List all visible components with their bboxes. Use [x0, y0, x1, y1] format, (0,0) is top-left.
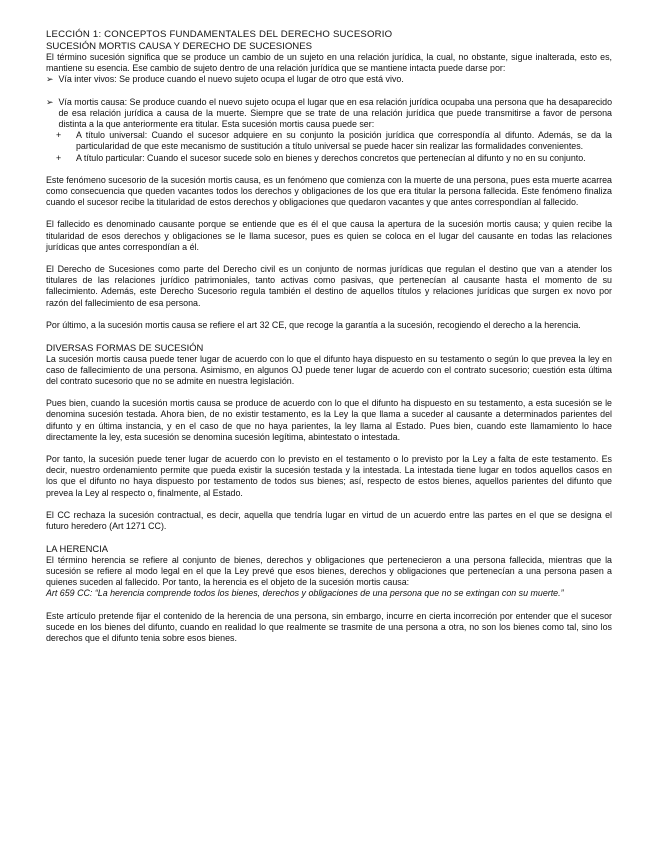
section-heading-herencia: LA HERENCIA [46, 543, 108, 555]
paragraph-art-32: Por último, a la sucesión mortis causa se refiere el art 32 CE, que recoge la garantía a la sucesión, recogiendo el derecho a la herencia. [46, 319, 581, 330]
titulo-particular-text: A título particular: Cuando el sucesor sucede solo en bienes y derechos concretos que pertenecían al difunto y no en su conjunto. [76, 152, 586, 163]
section-heading-sucesion: SUCESIÓN MORTIS CAUSA Y DERECHO DE SUCESIONES [46, 40, 313, 52]
paragraph-articulo: Este artículo pretende fijar el contenido de la herencia de una persona, sin embargo, incurre en cierta incorreción por entender que el sucesor sucede en los bienes del difunto, cuando en realidad lo que realmente se trasmite de una persona a otra, no son los bienes como tal, sino los derechos que el difunto tenia sobre esos bienes. [46, 610, 612, 643]
list-item-mortis-causa [46, 97, 612, 131]
plus-bullet-icon: + [56, 130, 62, 141]
paragraph-formas: La sucesión mortis causa puede tener lugar de acuerdo con lo que el difunto haya dispuesto en su testamento o según lo que prevea la ley en caso de fallecimiento de una persona. Asimismo, en algunos OJ puede tener lugar de acuerdo con el contrato sucesorio; cuestión esta última del contrato sucesorio que no se admite en nuestra legislación. [46, 353, 612, 386]
paragraph-herencia: El término herencia se refiere al conjunto de bienes, derechos y obligaciones que pertenecieron a una persona fallecida, mientras que la sucesión se refiere al modo legal en el que la Ley prevé que esos bienes, derechos y obligaciones que pertenecían a una persona pasen a quienes suceden al fallecido. Por tanto, la herencia es el objeto de la sucesión mortis causa: [46, 554, 612, 588]
mortis-causa-types-list [46, 130, 612, 164]
list-item-titulo-universal [56, 130, 612, 152]
lesson-title: LECCIÓN 1: CONCEPTOS FUNDAMENTALES DEL DERECHO SUCESORIO [46, 29, 393, 40]
arrow-bullet-icon: ➢ [46, 96, 54, 107]
mortis-causa-text: Vía mortis causa: Se produce cuando el nuevo sujeto ocupa el lugar que en esa relación jurídica ocupaba una persona que ha desaparecido de esa relación jurídica a causa de la muerte. Siempre que se trate de una relación jurídica que puede transmitirse a favor de persona distinta a la que anteriormente era titular. Esta sucesión mortis causa puede ser: [58, 96, 612, 130]
list-item-inter-vivos [46, 74, 612, 85]
plus-bullet-icon: + [56, 152, 62, 163]
inter-vivos-text: Vía inter vivos: Se produce cuando el nuevo sujeto ocupa el lugar de otro que está vivo. [58, 74, 404, 85]
paragraph-sucesion-testada: Pues bien, cuando la sucesión mortis causa se produce de acuerdo con lo que el difunto ha dispuesto en su testamento, a esta sucesión se le denomina sucesión testada. Ahora bien, de no existir testamento, es la Ley la que llama a suceder al causante a determinados parientes del difunto y en última instancia, y en el caso de que no haya parientes, la ley llama al Estado. Pues bien, cuando este llamamiento lo hace directamente la ley, esta sucesión se denomina sucesión legítima, abintestato o intestada. [46, 398, 612, 442]
intro-paragraph: El término sucesión significa que se produce un cambio de un sujeto en una relación jurídica, la cual, no obstante, sigue inalterada, esto es, mantiene su esencia. Ese cambio de sujeto dentro de una relación jurídica que se mantiene intacta puede darse por: [46, 52, 612, 74]
paragraph-causante: El fallecido es denominado causante porque se entiende que es él el que causa la apertura de la sucesión mortis causa; y quien recibe la titularidad de esos derechos y obligaciones se le llama sucesor, pues es quien se coloca en el lugar del causante en todas las relaciones jurídicas que antes correspondían a él. [46, 219, 612, 252]
titulo-universal-text: A título universal: Cuando el sucesor adquiere en su conjunto la posición jurídica que correspondía al difunto. Además, se da la particularidad de que este mecanismo de sustitución a título universal se puede hacer sin realizar las formalidades convenientes. [76, 130, 612, 152]
section-heading-formas: DIVERSAS FORMAS DE SUCESIÓN [46, 342, 204, 354]
paragraph-por-tanto: Por tanto, la sucesión puede tener lugar de acuerdo con lo previsto en el testamento o lo previsto por la Ley a falta de este testamento. Es decir, nuestro ordenamiento permite que pueda existir la sucesión testada y la intestada. La intestada tiene lugar en todos aquellos casos en los que el difunto no haya dispuesto por testamento de todos sus bienes; así, respecto de estos bienes, aquellos parientes del difunto que prevea la Ley al respecto o, finalmente, al Estado. [46, 453, 612, 498]
paragraph-cc-contractual: El CC rechaza la sucesión contractual, es decir, aquella que tendría lugar en virtud de un acuerdo entre las partes en el que se designa el futuro heredero (Art 1271 CC). [46, 509, 612, 531]
document-page [46, 29, 612, 644]
arrow-bullet-icon: ➢ [46, 74, 54, 85]
quote-art-659: Art 659 CC: “La herencia comprende todos los bienes, derechos y obligaciones de una persona que no se extingan con su muerte.” [46, 588, 564, 599]
paragraph-derecho-sucesiones: El Derecho de Sucesiones como parte del Derecho civil es un conjunto de normas jurídicas que regulan el destino que van a atender los titulares de las relaciones jurídico patrimoniales, tanto activas como pasivas, que pertenecían al causante hasta el momento de su fallecimiento. Además, este Derecho Sucesorio regula también el destino de aquellos títulos y relaciones jurídicas que surgen ex novo por razón del fallecimiento de esa persona. [46, 264, 612, 308]
list-item-titulo-particular [56, 153, 612, 164]
paragraph-fenomeno: Este fenómeno sucesorio de la sucesión mortis causa, es un fenómeno que comienza con la muerte de una persona, pues esta muerte acarrea como consecuencia que queden vacantes todos los derechos y obligaciones de los que era titular la persona fallecida. Este fenómeno finaliza cuando el sucesor recibe la titularidad de estos derechos y obligaciones que quedaron vacantes y que antes correspondían al fallecido. [46, 174, 612, 208]
